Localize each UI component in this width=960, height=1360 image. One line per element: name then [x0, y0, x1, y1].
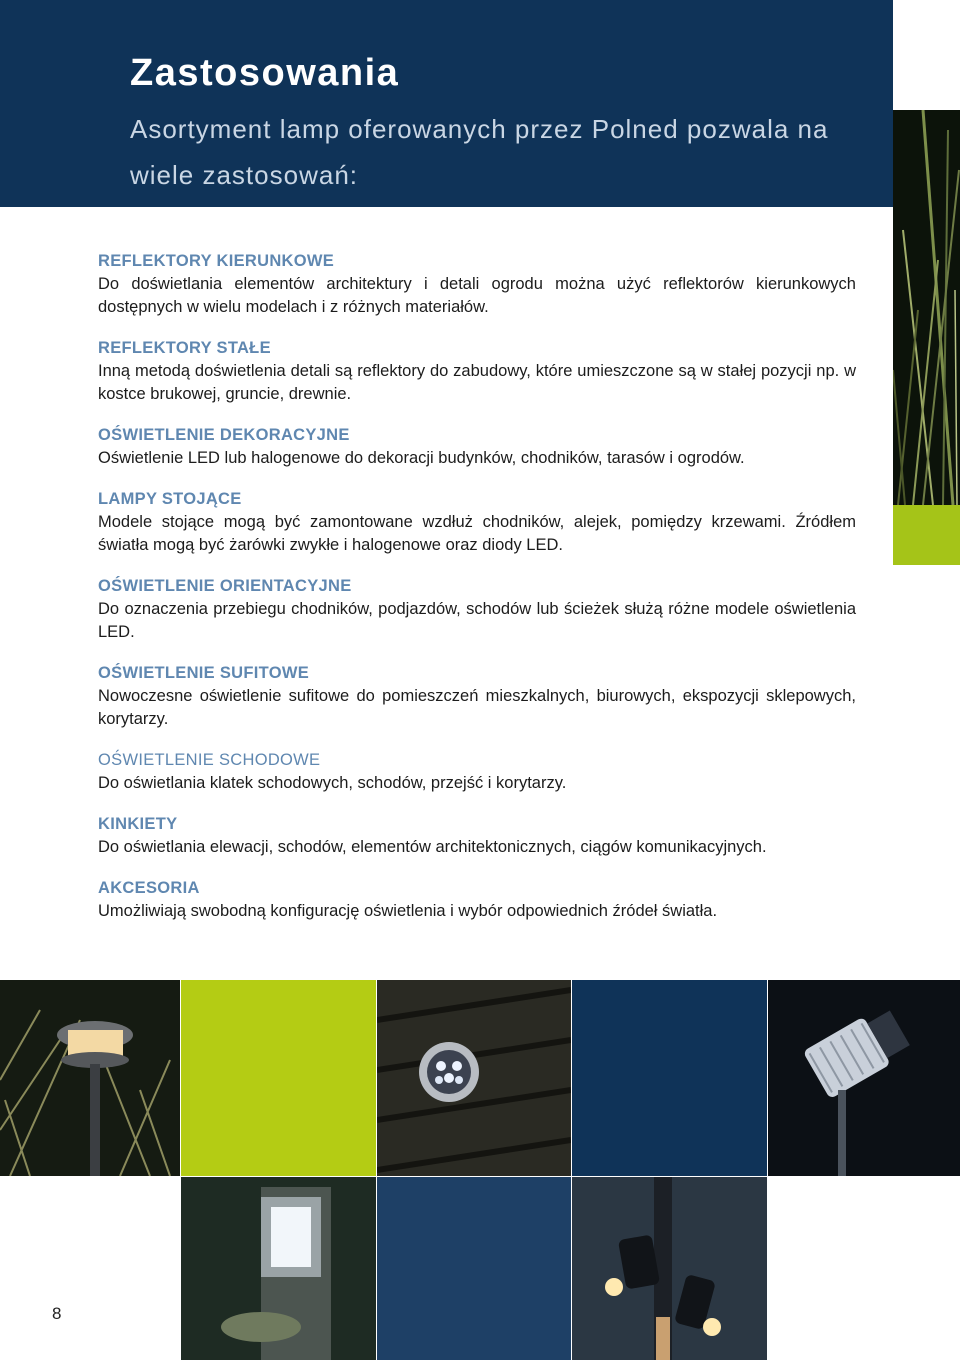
- page-title: Zastosowania: [130, 52, 400, 94]
- section-oswietlenie-schodowe: [98, 749, 856, 795]
- section-heading: OŚWIETLENIE SUFITOWE: [98, 664, 310, 682]
- blue-tile: [377, 1177, 571, 1360]
- section-reflektory-kierunkowe: [98, 250, 856, 319]
- spotlight-photo: [768, 980, 960, 1176]
- section-reflektory-stale: [98, 337, 856, 406]
- garden-lantern-photo: [0, 980, 180, 1176]
- section-text: Do oznaczenia przebiegu chodników, podjazdów, schodów lub ścieżek służą różne modele oświetlenia LED.: [98, 600, 856, 641]
- page-subtitle: Asortyment lamp oferowanych przez Polned pozwala na wiele zastosowań:: [130, 114, 829, 190]
- green-accent-block: [893, 505, 960, 565]
- section-text: Modele stojące mogą być zamontowane wzdłuż chodników, alejek, pomiędzy krzewami. Źródłem światła mogą być żarówki zwykłe i halogenowe oraz diody LED.: [98, 513, 856, 554]
- section-heading: REFLEKTORY STAŁE: [98, 339, 271, 357]
- section-text: Nowoczesne oświetlenie sufitowe do pomieszczeń mieszkalnych, biurowych, ekspozycji sklepowych, korytarzy.: [98, 687, 856, 728]
- section-oswietlenie-dekoracyjne: [98, 424, 856, 470]
- section-lampy-stojace: [98, 488, 856, 557]
- section-text: Umożliwiają swobodną konfigurację oświetlenia i wybór odpowiednich źródeł światła.: [98, 902, 718, 920]
- section-oswietlenie-sufitowe: [98, 662, 856, 731]
- post-spotlights-photo: [572, 1177, 767, 1360]
- green-tile: [181, 980, 376, 1176]
- section-heading: AKCESORIA: [98, 879, 200, 897]
- applications-list: [98, 250, 856, 941]
- grass-photo: [893, 110, 960, 505]
- square-wall-light-photo: [181, 1177, 376, 1360]
- section-kinkiety: [98, 813, 856, 859]
- section-text: Do oświetlania klatek schodowych, schodów, przejść i korytarzy.: [98, 774, 567, 792]
- section-heading: LAMPY STOJĄCE: [98, 490, 242, 508]
- white-tile: [0, 1177, 180, 1360]
- page-number: 8: [52, 1304, 62, 1323]
- section-heading: OŚWIETLENIE SCHODOWE: [98, 751, 321, 769]
- section-text: Do doświetlania elementów architektury i detali ogrodu można użyć reflektorów kierunkowych dostępnych w wielu modelach i z różnych materiałów.: [98, 275, 856, 316]
- section-akcesoria: [98, 877, 856, 923]
- section-text: Inną metodą doświetlenia detali są reflektory do zabudowy, które umieszczone są w stałej pozycji np. w kostce brukowej, gruncie, drewnie.: [98, 362, 856, 403]
- section-heading: KINKIETY: [98, 815, 178, 833]
- section-heading: REFLEKTORY KIERUNKOWE: [98, 252, 335, 270]
- section-heading: OŚWIETLENIE ORIENTACYJNE: [98, 577, 352, 595]
- section-text: Oświetlenie LED lub halogenowe do dekoracji budynków, chodników, tarasów i ogrodów.: [98, 449, 745, 467]
- section-oswietlenie-orientacyjne: [98, 575, 856, 644]
- section-heading: OŚWIETLENIE DEKORACYJNE: [98, 426, 350, 444]
- blue-tile: [572, 980, 767, 1176]
- white-tile: [768, 1177, 960, 1360]
- header-banner: [0, 0, 893, 207]
- section-text: Do oświetlania elewacji, schodów, elementów architektonicznych, ciągów komunikacyjnych.: [98, 838, 767, 856]
- deck-led-photo: [377, 980, 571, 1176]
